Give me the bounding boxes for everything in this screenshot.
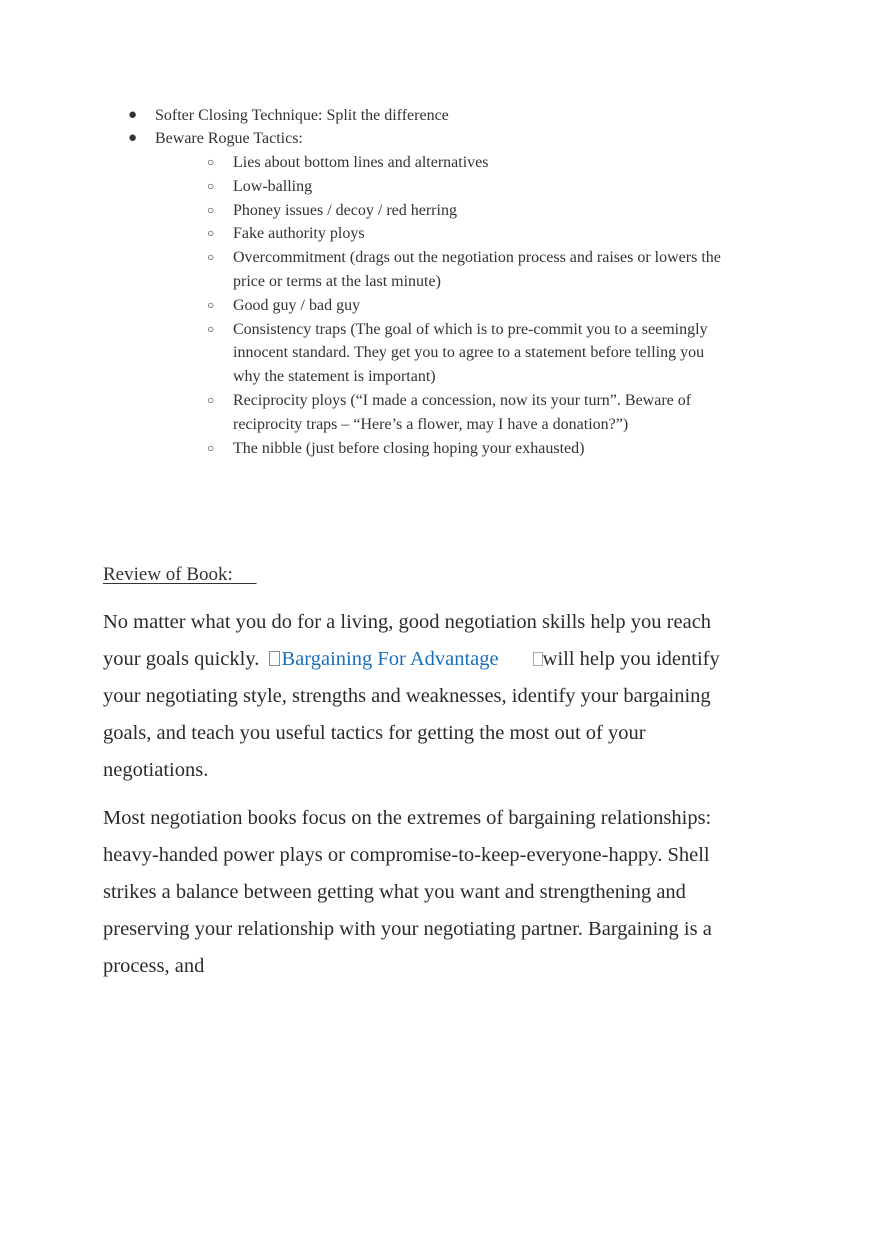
rogue-tactics-list [155, 151, 880, 460]
bullet-dot-icon: ● [128, 107, 138, 123]
circle-bullet-icon: ○ [207, 155, 215, 169]
review-heading: Review of Book: [103, 564, 257, 585]
circle-bullet-icon: ○ [207, 392, 215, 407]
book-title-link[interactable]: Bargaining For Advantage [281, 647, 499, 670]
circle-bullet-icon: ○ [207, 178, 215, 193]
review-paragraph-1 [103, 604, 743, 789]
list-item-text: Phoney issues / decoy / red herring [233, 201, 457, 219]
circle-bullet-icon: ○ [207, 440, 215, 455]
list-item [155, 318, 733, 389]
paragraph-text: No matter what you do for a living, good negotiation skills help you reach your goals quickly. [103, 611, 712, 670]
list-item-text: Low-balling [233, 177, 313, 195]
review-paragraph-2: Most negotiation books focus on the extremes of bargaining relationships: heavy-handed power plays or compromise-to-keep-everyone-happy. Shell strikes a balance between getting what you want and strengthening and preserving your relationship with your negotiating partner. Bargaining is a process, and [103, 807, 712, 977]
bullet-text: Beware Rogue Tactics: [155, 130, 303, 147]
bullet-text: Softer Closing Technique: Split the difference [155, 107, 449, 124]
list-item [155, 389, 733, 437]
list-item [155, 222, 733, 246]
list-item [155, 151, 733, 175]
paragraph-text: will help you identify your negotiating style, strengths and weaknesses, identify your bargaining goals, and teach you useful tactics for getting the most out of your negotiations. [103, 647, 720, 781]
list-item-text: Reciprocity ploys (“I made a concession, now its your turn”. Beware of reciprocity traps – “Here’s a flower, may I have a donation?”) [233, 391, 692, 433]
list-item [155, 199, 733, 223]
circle-bullet-icon: ○ [207, 321, 215, 336]
list-item-text: Fake authority ploys [233, 225, 365, 243]
bullet-item-closing-technique [0, 104, 880, 127]
list-item [155, 175, 733, 199]
circle-bullet-icon: ○ [207, 226, 215, 241]
bullet-dot-icon: ● [128, 130, 138, 146]
bullet-item-rogue-tactics [0, 127, 880, 460]
circle-bullet-icon: ○ [207, 297, 215, 312]
missing-glyph-icon [269, 651, 280, 666]
list-item-text: Consistency traps (The goal of which is to pre-commit you to a seemingly innocent standard. They get you to agree to a statement before telling you why the statement is important) [233, 320, 708, 386]
list-item-text: Overcommitment (drags out the negotiation process and raises or lowers the price or terms at the last minute) [233, 249, 721, 290]
list-item [155, 437, 733, 461]
list-item-text: Lies about bottom lines and alternatives [233, 154, 489, 171]
missing-glyph-icon [533, 652, 543, 666]
list-item [155, 246, 733, 294]
circle-bullet-icon: ○ [207, 250, 215, 265]
circle-bullet-icon: ○ [207, 202, 215, 217]
list-item-text: The nibble (just before closing hoping your exhausted) [233, 439, 585, 457]
bullet-list [0, 104, 880, 460]
list-item [155, 294, 733, 318]
list-item-text: Good guy / bad guy [233, 296, 361, 314]
